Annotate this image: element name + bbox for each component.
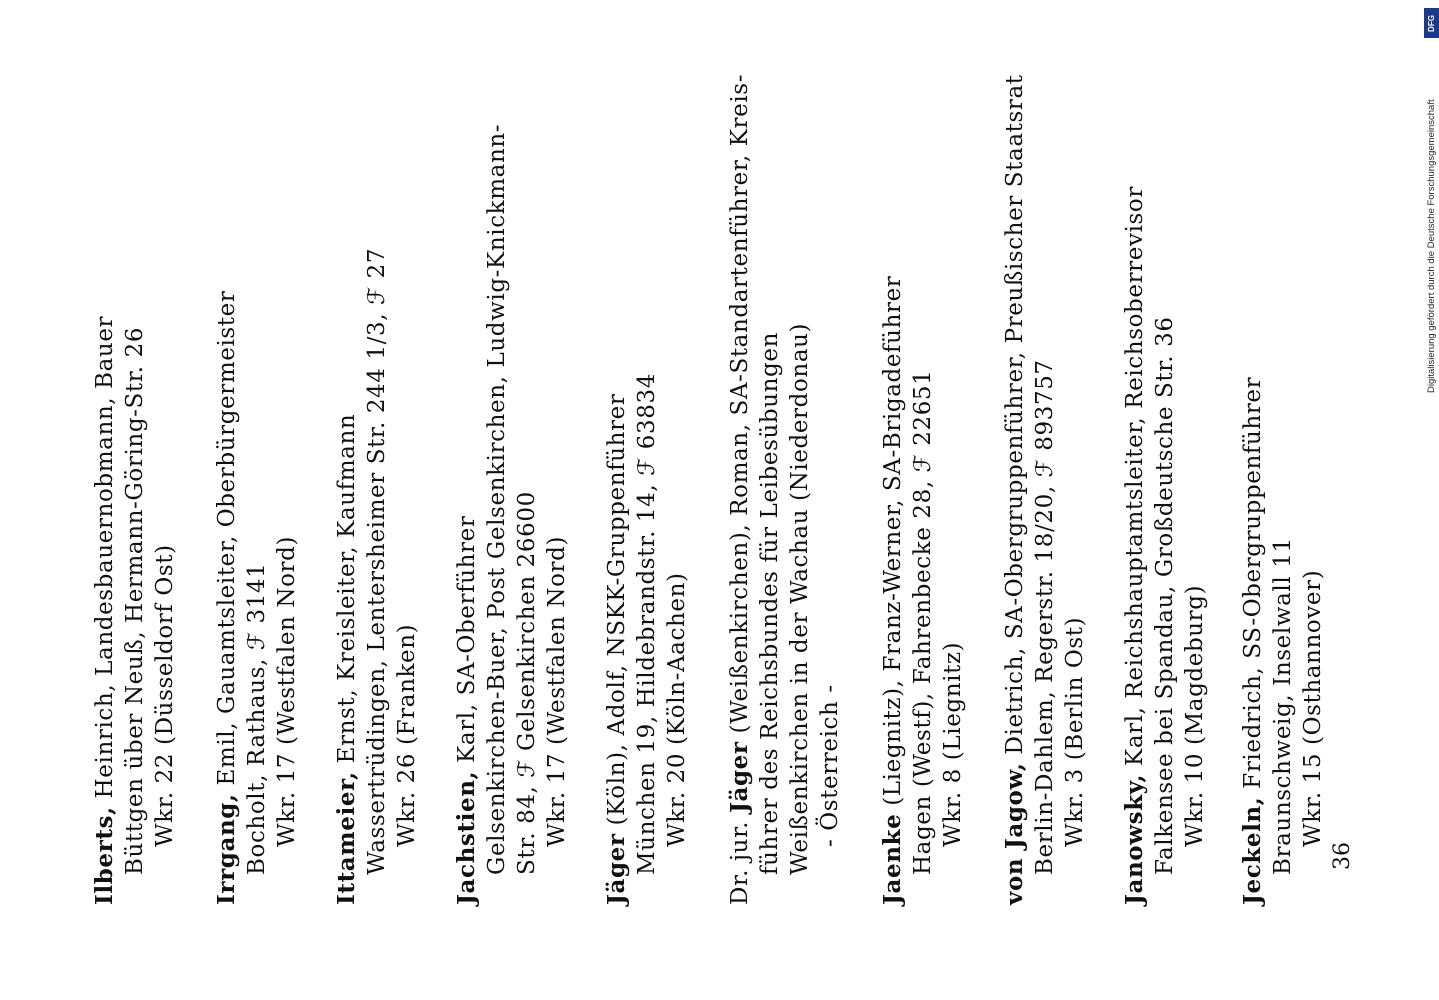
entry-address: Falkensee bei Spandau, Großdeutsche Str. 36 xyxy=(1152,316,1178,875)
entry-address: Braunschweig, Inselwall 11 xyxy=(1270,537,1296,875)
entry-jachstien xyxy=(452,25,572,905)
entry-address: Hagen (Westf), Fahrenbecke 28, ℱ 22651 xyxy=(910,369,936,875)
entry-district: Wkr. 20 (Köln-Aachen) xyxy=(664,572,690,847)
entry-jaenke xyxy=(878,25,968,905)
entry-name: Jäger xyxy=(726,741,753,814)
entry-name: Jaenke xyxy=(879,813,906,905)
entry-text: Heinrich, Landesbauernobmann, Bauer xyxy=(92,315,118,799)
entry-district: Wkr. 17 (Westfalen Nord) xyxy=(544,535,570,847)
entry-district: Wkr. 17 (Westfalen Nord) xyxy=(274,535,300,847)
entry-text: Karl, Reichshauptamtsleiter, Reichsoberrevisor xyxy=(1122,186,1148,766)
entry-text: (Köln), Adolf, NSKK-Gruppenführer xyxy=(604,393,630,826)
entry-district: Wkr. 8 (Liegnitz) xyxy=(940,641,966,847)
entry-address: Wassertrüdingen, Lentersheimer Str. 244 1/3, ℱ 27 xyxy=(364,247,390,875)
entry-name: Ittameier, xyxy=(333,771,360,905)
rotated-page xyxy=(60,25,1360,905)
entry-text: Ernst, Kreisleiter, Kaufmann xyxy=(334,413,360,764)
dfg-logo xyxy=(1424,8,1439,38)
entry-text-2: führer des Reichsbundes für Leibesübungen xyxy=(757,332,783,875)
entry-name: Jäger xyxy=(603,833,630,905)
entry-district: Wkr. 22 (Düsseldorf Ost) xyxy=(152,544,178,847)
entry-address: Bocholt, Rathaus, ℱ 3141 xyxy=(244,562,270,875)
entry-von-jagow xyxy=(1000,25,1090,905)
entry-address: Weißenkirchen in der Wachau (Niederdonau) xyxy=(787,322,813,875)
entry-jeckeln xyxy=(1238,25,1328,905)
entry-irrgang xyxy=(212,25,302,905)
entry-name: Jeckeln, xyxy=(1239,796,1266,905)
dfg-logo-text: DFG xyxy=(1427,14,1437,32)
funding-note: Digitalisierung gefördert durch die Deutsche Forschungsgemeinschaft xyxy=(1426,99,1437,393)
entry-name: von Jagow, xyxy=(1001,762,1028,905)
entry-text: Dietrich, SA-Obergruppenführer, Preußischer Staatsrat xyxy=(1002,74,1028,755)
entry-district: Wkr. 26 (Franken) xyxy=(394,623,420,847)
entry-district: Wkr. 10 (Magdeburg) xyxy=(1182,584,1208,847)
entry-janowsky xyxy=(1120,25,1210,905)
entry-address-2: Str. 84, ℱ Gelsenkirchen 26600 xyxy=(514,491,540,875)
entry-jaeger-koeln xyxy=(602,25,692,905)
entry-text: (Weißenkirchen), Roman, SA-Standartenführer, Kreis- xyxy=(727,73,753,734)
entry-address: Büttgen über Neuß, Hermann-Göring-Str. 26 xyxy=(122,326,148,875)
entry-country: - Österreich - xyxy=(817,684,843,847)
entry-name: Irrgang, xyxy=(213,793,240,905)
entry-name: Janowsky, xyxy=(1121,773,1148,905)
entry-text: Emil, Gauamtsleiter, Oberbürgermeister xyxy=(214,290,240,786)
entry-jaeger-weissenkirchen xyxy=(725,25,845,905)
entry-text: Friedrich, SS-Obergruppenführer xyxy=(1240,376,1266,789)
entry-name: Ilberts, xyxy=(91,806,118,905)
entry-address: Gelsenkirchen-Buer, Post Gelsenkirchen, Ludwig-Knickmann- xyxy=(484,123,510,875)
entry-address: Berlin-Dahlem, Regerstr. 18/20, ℱ 893757 xyxy=(1032,359,1058,875)
entry-ittameier xyxy=(332,25,422,905)
entry-address: München 19, Hildebrandstr. 14, ℱ 63834 xyxy=(634,373,660,875)
entry-text: Karl, SA-Oberführer xyxy=(454,515,480,763)
entry-name: Jachstien, xyxy=(453,770,480,905)
entry-prefix: Dr. jur. xyxy=(727,820,753,905)
entry-ilberts xyxy=(90,25,180,905)
page-number: 36 xyxy=(1330,842,1355,870)
entry-district: Wkr. 15 (Osthannover) xyxy=(1300,569,1326,847)
entry-district: Wkr. 3 (Berlin Ost) xyxy=(1062,616,1088,847)
entry-text: (Liegnitz), Franz-Werner, SA-Brigadeführer xyxy=(880,275,906,806)
